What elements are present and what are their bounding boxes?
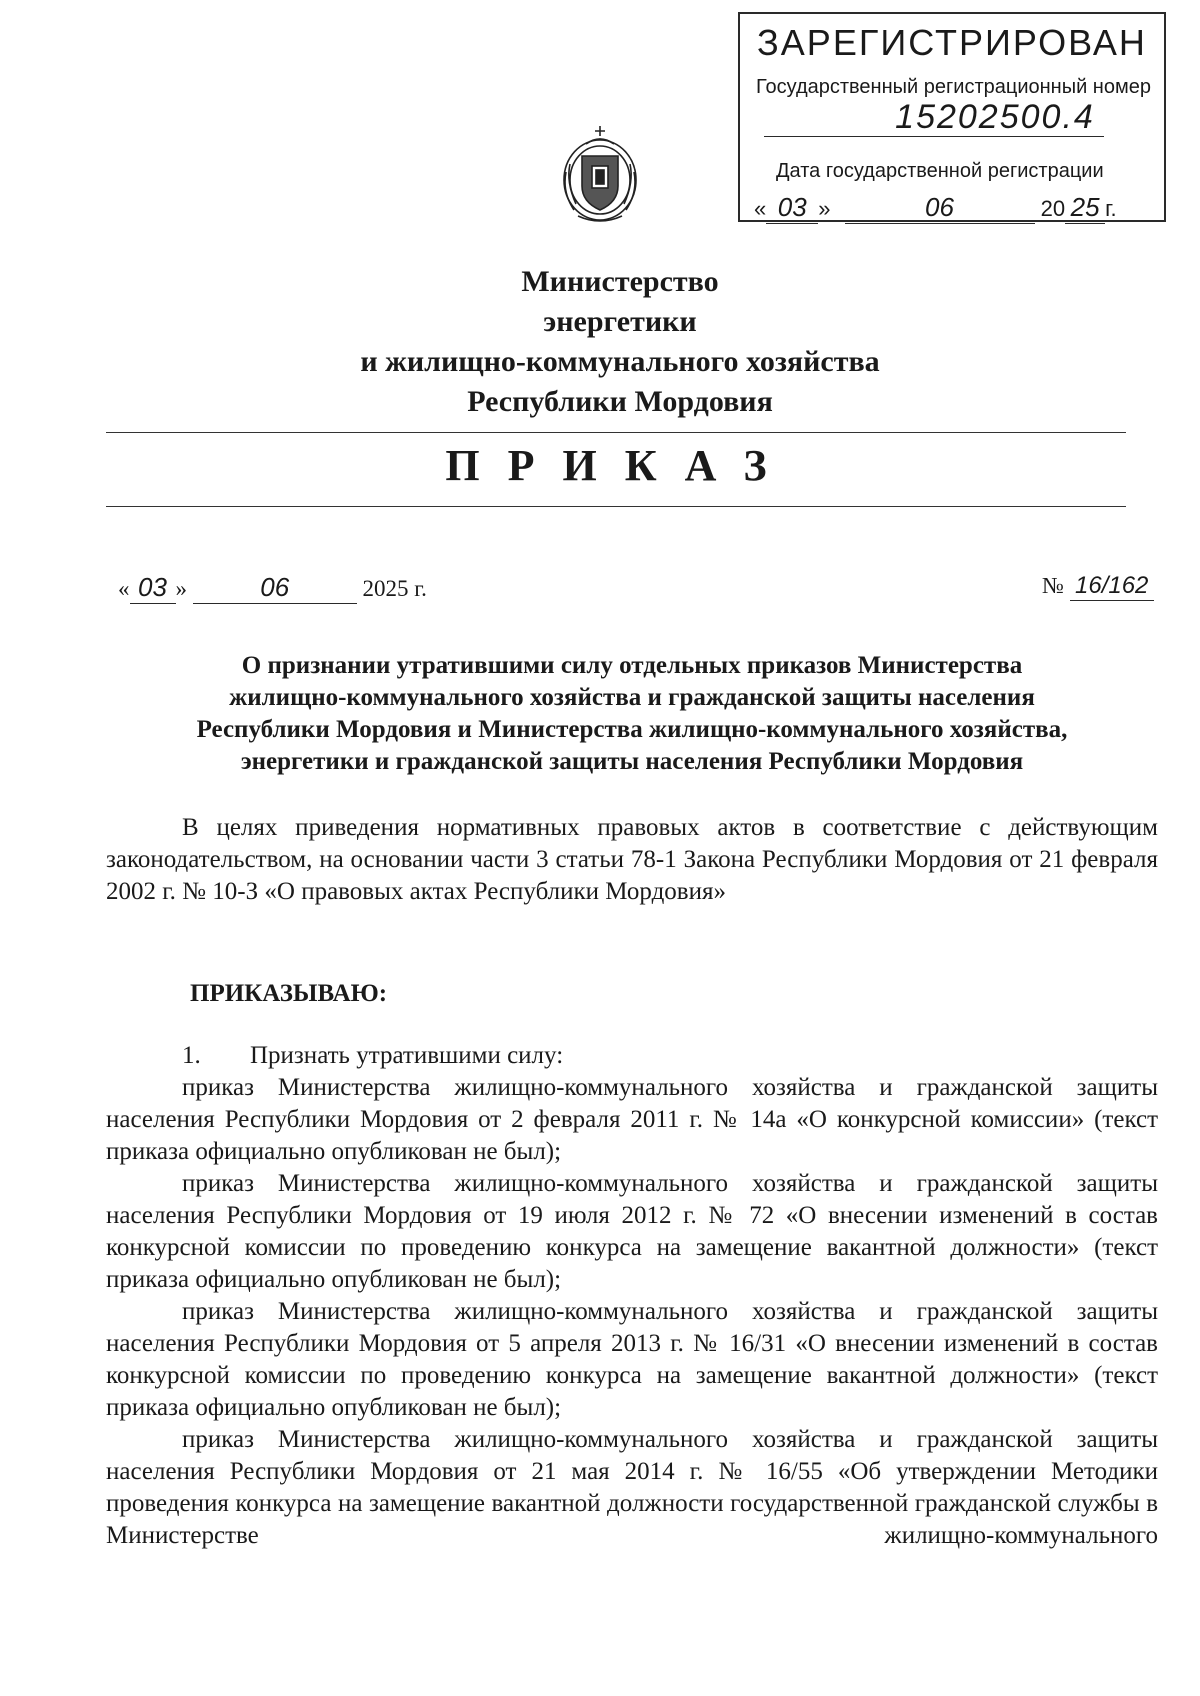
stamp-date: « 03 » 06 20 25 г.	[754, 192, 1117, 222]
stamp-reg-label: Государственный регистрационный номер	[756, 76, 1151, 98]
order-number-value: 16/162	[1070, 572, 1154, 601]
org-line: Республики Мордовия	[467, 385, 773, 418]
stamp-title: ЗАРЕГИСТРИРОВАН	[757, 22, 1147, 63]
subitem: приказ Министерства жилищно-коммунального хозяйства и гражданской защиты населения Республики Мордовия от 21 мая 2014 г. № 16/55 «Об утверждении Методики проведения конкурса на замещение вакантной должности государственной гражданской службы в Министерстве жилищно-коммунального	[106, 1426, 1158, 1549]
order-items	[106, 1040, 1158, 1552]
preamble	[106, 812, 1158, 908]
order-number	[1042, 572, 1154, 601]
org-line: энергетики	[543, 305, 697, 338]
title-line: энергетики и гражданской защиты населения Республики Мордовия	[240, 748, 1024, 775]
order-date: « 03 » 06 2025 г.	[118, 572, 427, 602]
stamp-year-suffix: 25	[1065, 192, 1105, 224]
stamp-year-unit: г.	[1105, 196, 1117, 221]
title-line: жилищно-коммунального хозяйства и гражданской защиты населения	[229, 684, 1035, 711]
divider-top	[106, 432, 1126, 433]
subitem: приказ Министерства жилищно-коммунального хозяйства и гражданской защиты населения Республики Мордовия от 2 февраля 2011 г. № 14а «О конкурсной комиссии» (текст приказа официально опубликован не был);	[106, 1074, 1158, 1165]
divider-bottom	[106, 506, 1126, 507]
stamp-day: 03	[766, 192, 818, 224]
stamp-underline	[764, 136, 1104, 137]
order-title	[112, 650, 1152, 778]
order-number-label: №	[1042, 573, 1064, 598]
org-line: Министерство	[521, 265, 719, 298]
title-line: О признании утратившими силу отдельных приказов Министерства	[241, 652, 1023, 679]
registration-stamp	[738, 12, 1166, 222]
document-type: ПРИКАЗ	[445, 441, 795, 490]
org-line: и жилищно-коммунального хозяйства	[360, 345, 880, 378]
item-1	[106, 1040, 1158, 1072]
order-month: 06	[193, 572, 357, 604]
stamp-year-prefix: 20	[1040, 196, 1066, 221]
item-number: 1.	[182, 1042, 201, 1069]
organization-name	[0, 262, 1200, 422]
title-line: Республики Мордовия и Министерства жилищно-коммунального хозяйства,	[196, 716, 1068, 743]
order-year: 2025 г.	[362, 576, 427, 601]
coat-of-arms-icon	[556, 122, 644, 226]
subitem: приказ Министерства жилищно-коммунального хозяйства и гражданской защиты населения Республики Мордовия от 5 апреля 2013 г. № 16/31 «О внесении изменений в состав конкурсной комиссии по проведению конкурса на замещение вакантной должности» (текст приказа официально опубликован не был);	[106, 1298, 1158, 1421]
subitem: приказ Министерства жилищно-коммунального хозяйства и гражданской защиты населения Республики Мордовия от 19 июля 2012 г. № 72 «О внесении изменений в состав конкурсной комиссии по проведению конкурса на замещение вакантной должности» (текст приказа официально опубликован не был);	[106, 1170, 1158, 1293]
preamble-text: В целях приведения нормативных правовых актов в соответствие с действующим законодательством, на основании части 3 статьи 78-1 Закона Республики Мордовия от 21 февраля 2002 г. № 10-З «О правовых актах Республики Мордовия»	[106, 814, 1158, 905]
order-directive: ПРИКАЗЫВАЮ:	[190, 980, 388, 1007]
item-text: Признать утратившими силу:	[250, 1042, 564, 1069]
stamp-reg-number: 15202500.4	[895, 98, 1095, 136]
stamp-month: 06	[845, 192, 1035, 224]
order-day: 03	[130, 572, 176, 604]
stamp-date-label: Дата государственной регистрации	[776, 160, 1104, 182]
